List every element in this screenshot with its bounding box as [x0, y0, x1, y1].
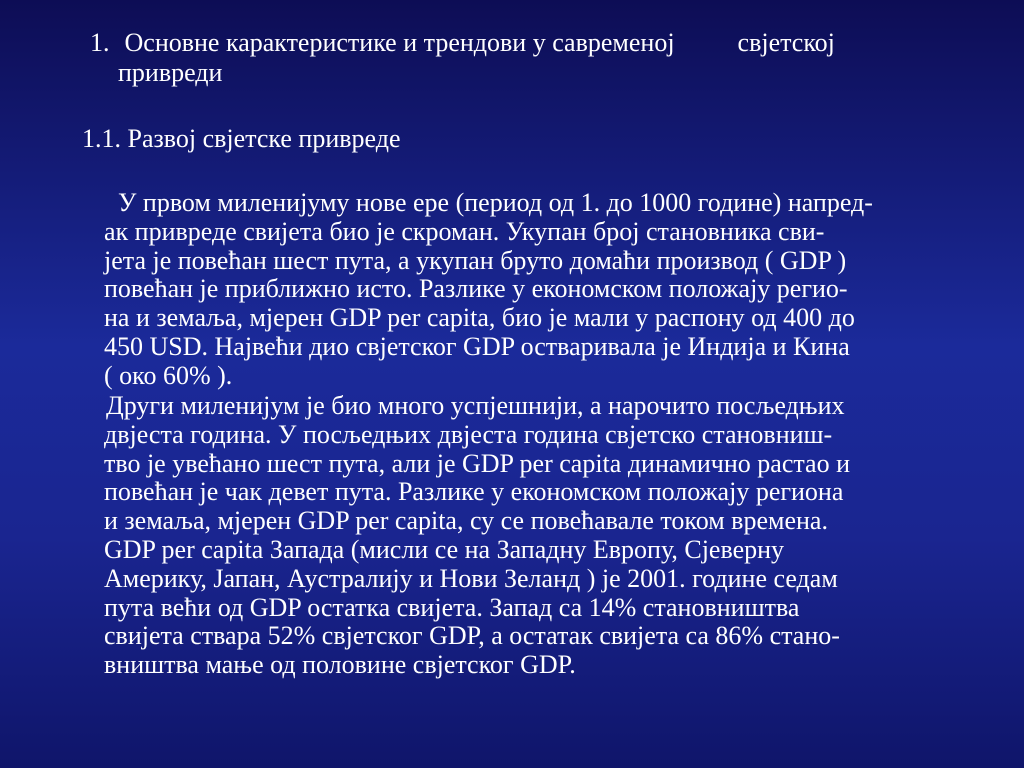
paragraph-line: 450 USD. Највећи дио свјетског GDP остваривала је Индија и Кина — [104, 331, 850, 361]
title-text-part2: свјетској — [737, 28, 835, 57]
paragraph-line: У првом миленијуму нове ере (период од 1. до 1000 године) напред- — [118, 188, 873, 217]
paragraph-line: Америку, Јапан, Аустралију и Нови Зеланд ) је 2001. године седам — [104, 563, 838, 593]
paragraph-line: пута већи од GDP остатка свијета. Запад са 14% становништва — [104, 592, 800, 622]
title-number: 1. — [90, 28, 110, 57]
paragraph-line: тво је увећано шест пута, али је GDP per capita динамично растао и — [104, 448, 850, 478]
paragraph-line: на и земаља, мјерен GDP per capita, био је мали у распону од 400 до — [104, 303, 855, 333]
paragraph-line: Други миленијум је био много успјешнији, а нарочито посљедњих — [106, 391, 845, 420]
paragraph-line: јета је повећан шест пута, а укупан бруто домаћи производ ( GDP ) — [104, 245, 847, 275]
paragraph-line: повећан је чак девет пута. Разлике у економском положају региона — [104, 477, 844, 507]
paragraph-line: вништва мање од половине свјетског GDP. — [104, 650, 576, 680]
paragraph-line: ( око 60% ). — [104, 360, 233, 390]
paragraph-line: повећан је приближно исто. Разлике у економском положају регио- — [104, 274, 848, 304]
paragraph-line: и земаља, мјерен GDP per capita, су се повећавале током времена. — [104, 506, 828, 536]
slide-title — [90, 28, 950, 88]
title-text-line2: привреди — [118, 58, 223, 87]
paragraph-line: ак привреде свијета био је скроман. Укупан број становника сви- — [104, 216, 825, 246]
paragraph-line: GDP per capita Запада (мисли се на Западну Европу, Сјеверну — [104, 534, 785, 564]
title-text-part1: Основне карактеристике и трендови у савременој — [124, 28, 675, 57]
paragraph-line: свијета ствара 52% свјетског GDP, а остатак свијета са 86% стано- — [104, 621, 840, 651]
paragraph-line: двјеста година. У посљедњих двјеста година свјетско становниш- — [104, 419, 833, 449]
paragraph-first-millennium — [104, 189, 974, 391]
section-subheading: 1.1. Развој свјетске привреде — [82, 124, 401, 153]
paragraph-second-millennium — [104, 392, 974, 680]
